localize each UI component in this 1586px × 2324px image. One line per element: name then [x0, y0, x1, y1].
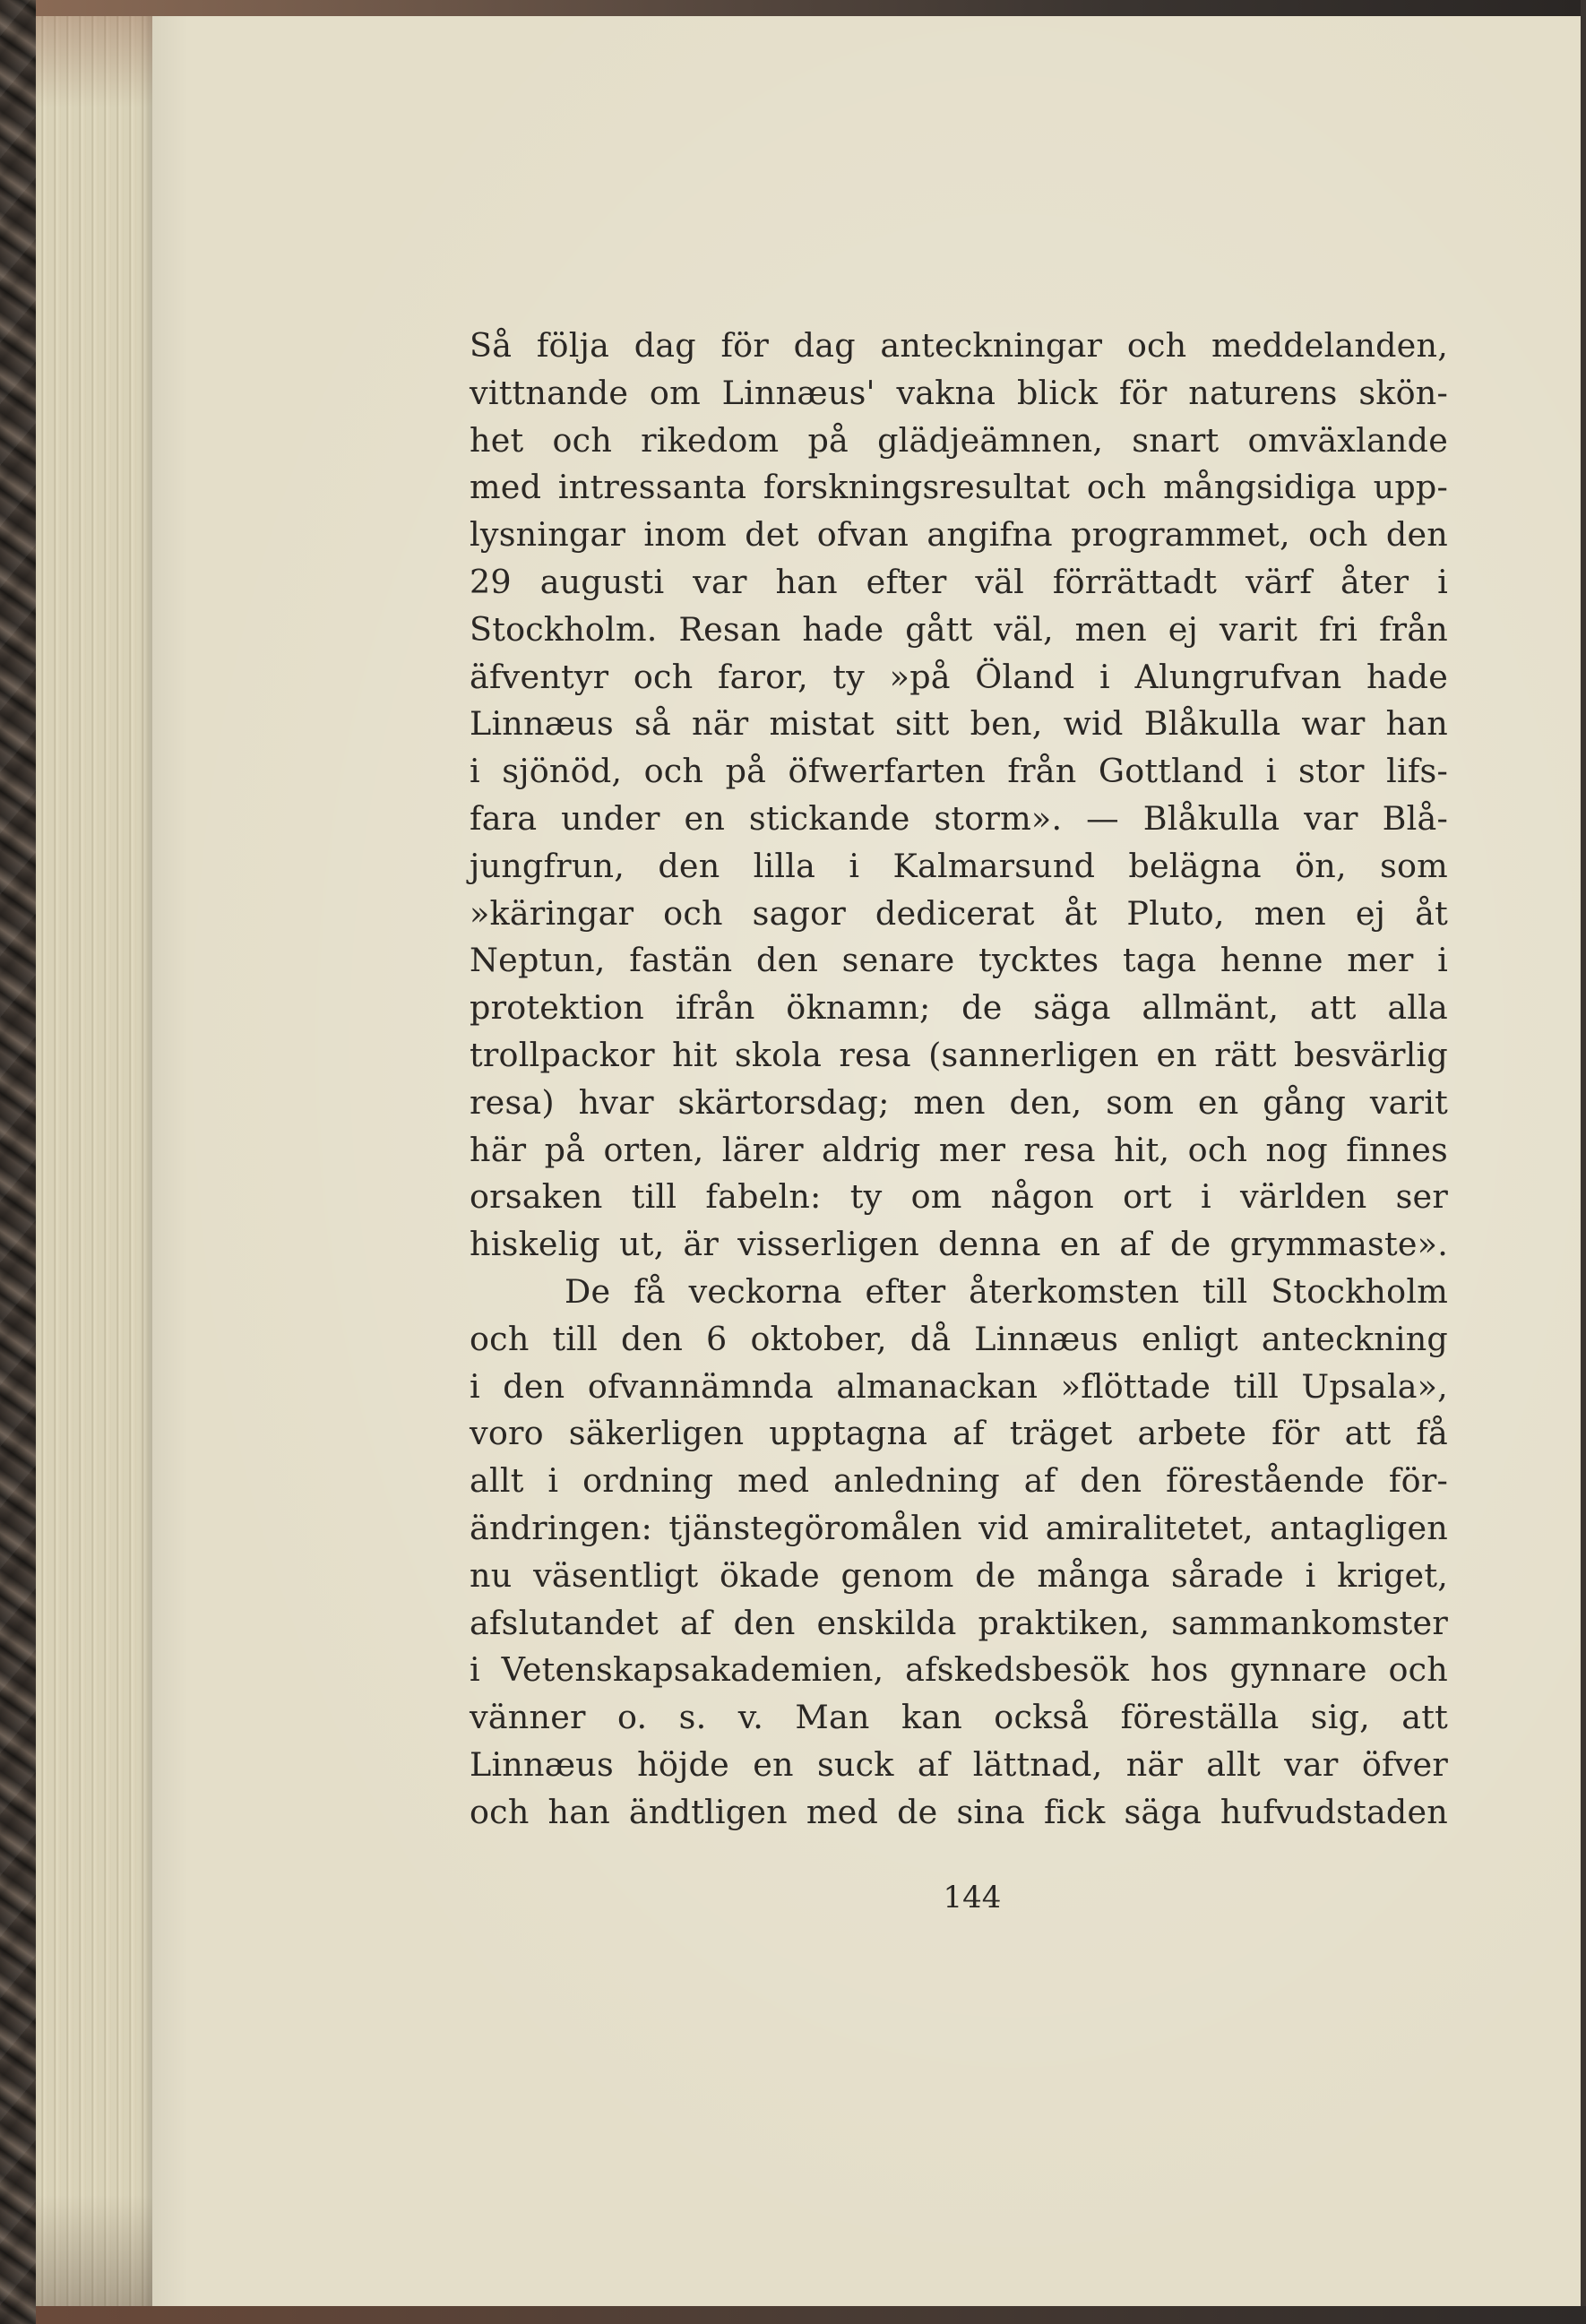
text-line: lysningar inom det ofvan angifna programmet, och den [470, 515, 1448, 555]
top-edge [36, 0, 1586, 16]
text-line: orsaken till fabeln: ty om någon ort i världen ser [470, 1177, 1448, 1217]
bottom-edge [36, 2306, 1586, 2324]
text-line: i den ofvannämnda almanackan »flöttade till Upsala», [470, 1366, 1448, 1406]
text-line: De få veckorna efter återkomsten till Stockholm [565, 1271, 1448, 1311]
text-line: och till den 6 oktober, då Linnæus enligt anteckning [470, 1319, 1448, 1358]
text-line: voro säkerligen upptagna af träget arbete för att få [470, 1414, 1448, 1453]
text-line: 29 augusti var han efter väl förrättadt värf åter i [470, 562, 1448, 601]
text-line: protektion ifrån öknamn; de säga allmänt, att alla [470, 988, 1448, 1028]
text-line: trollpackor hit skola resa (sannerligen en rätt besvärlig [470, 1035, 1448, 1074]
text-line: här på orten, lärer aldrig mer resa hit, och nog finnes [470, 1130, 1448, 1169]
page-stack-shade [36, 0, 152, 2324]
book-edge-texture [0, 0, 36, 2324]
text-line: het och rikedom på glädjeämnen, snart omväxlande [470, 420, 1448, 460]
text-line: i sjönöd, och på öfwerfarten från Gottland i stor lifs- [470, 752, 1448, 791]
text-line: nu väsentligt ökade genom de många sårade i kriget, [470, 1555, 1448, 1595]
text-line: i Vetenskapsakademien, afskedsbesök hos gynnare och [470, 1650, 1448, 1690]
text-line: vittnande om Linnæus' vakna blick för naturens skön- [470, 373, 1448, 412]
text-line: Linnæus så när mistat sitt ben, wid Blåkulla war han [470, 704, 1448, 744]
text-line: och han ändtligen med de sina fick säga hufvudstaden [470, 1792, 1448, 1831]
text-line: fara under en stickande storm». — Blåkulla var Blå- [470, 798, 1448, 838]
text-line: afslutandet af den enskilda praktiken, sammankomster [470, 1603, 1448, 1642]
page-number: 144 [943, 1880, 1002, 1915]
text-line: Linnæus höjde en suck af lättnad, när allt var öfver [470, 1744, 1448, 1784]
text-line: resa) hvar skärtorsdag; men den, som en gång varit [470, 1082, 1448, 1122]
text-line: Stockholm. Resan hade gått väl, men ej varit fri från [470, 609, 1448, 649]
text-line: allt i ordning med anledning af den förestående för- [470, 1461, 1448, 1501]
paragraph-2 [470, 1269, 1448, 1837]
text-line: Neptun, fastän den senare tycktes taga henne mer i [470, 941, 1448, 980]
right-edge [1581, 0, 1586, 2324]
text-line: »käringar och sagor dedicerat åt Pluto, men ej åt [470, 893, 1448, 933]
text-line: vänner o. s. v. Man kan också föreställa sig, att [470, 1698, 1448, 1737]
text-line: hiskelig ut, är visserligen denna en af de grymmaste». [470, 1225, 1448, 1264]
text-line: med intressanta forskningsresultat och mångsidiga upp- [470, 468, 1448, 507]
text-line: jungfrun, den lilla i Kalmarsund belägna ön, som [470, 846, 1448, 885]
text-line: äfventyr och faror, ty »på Öland i Alungrufvan hade [470, 657, 1448, 696]
text-line: Så följa dag för dag anteckningar och meddelanden, [470, 326, 1448, 365]
body-text [470, 323, 1448, 1837]
paragraph-1 [470, 323, 1448, 1269]
text-line: ändringen: tjänstegöromålen vid amiralitetet, antagligen [470, 1508, 1448, 1547]
